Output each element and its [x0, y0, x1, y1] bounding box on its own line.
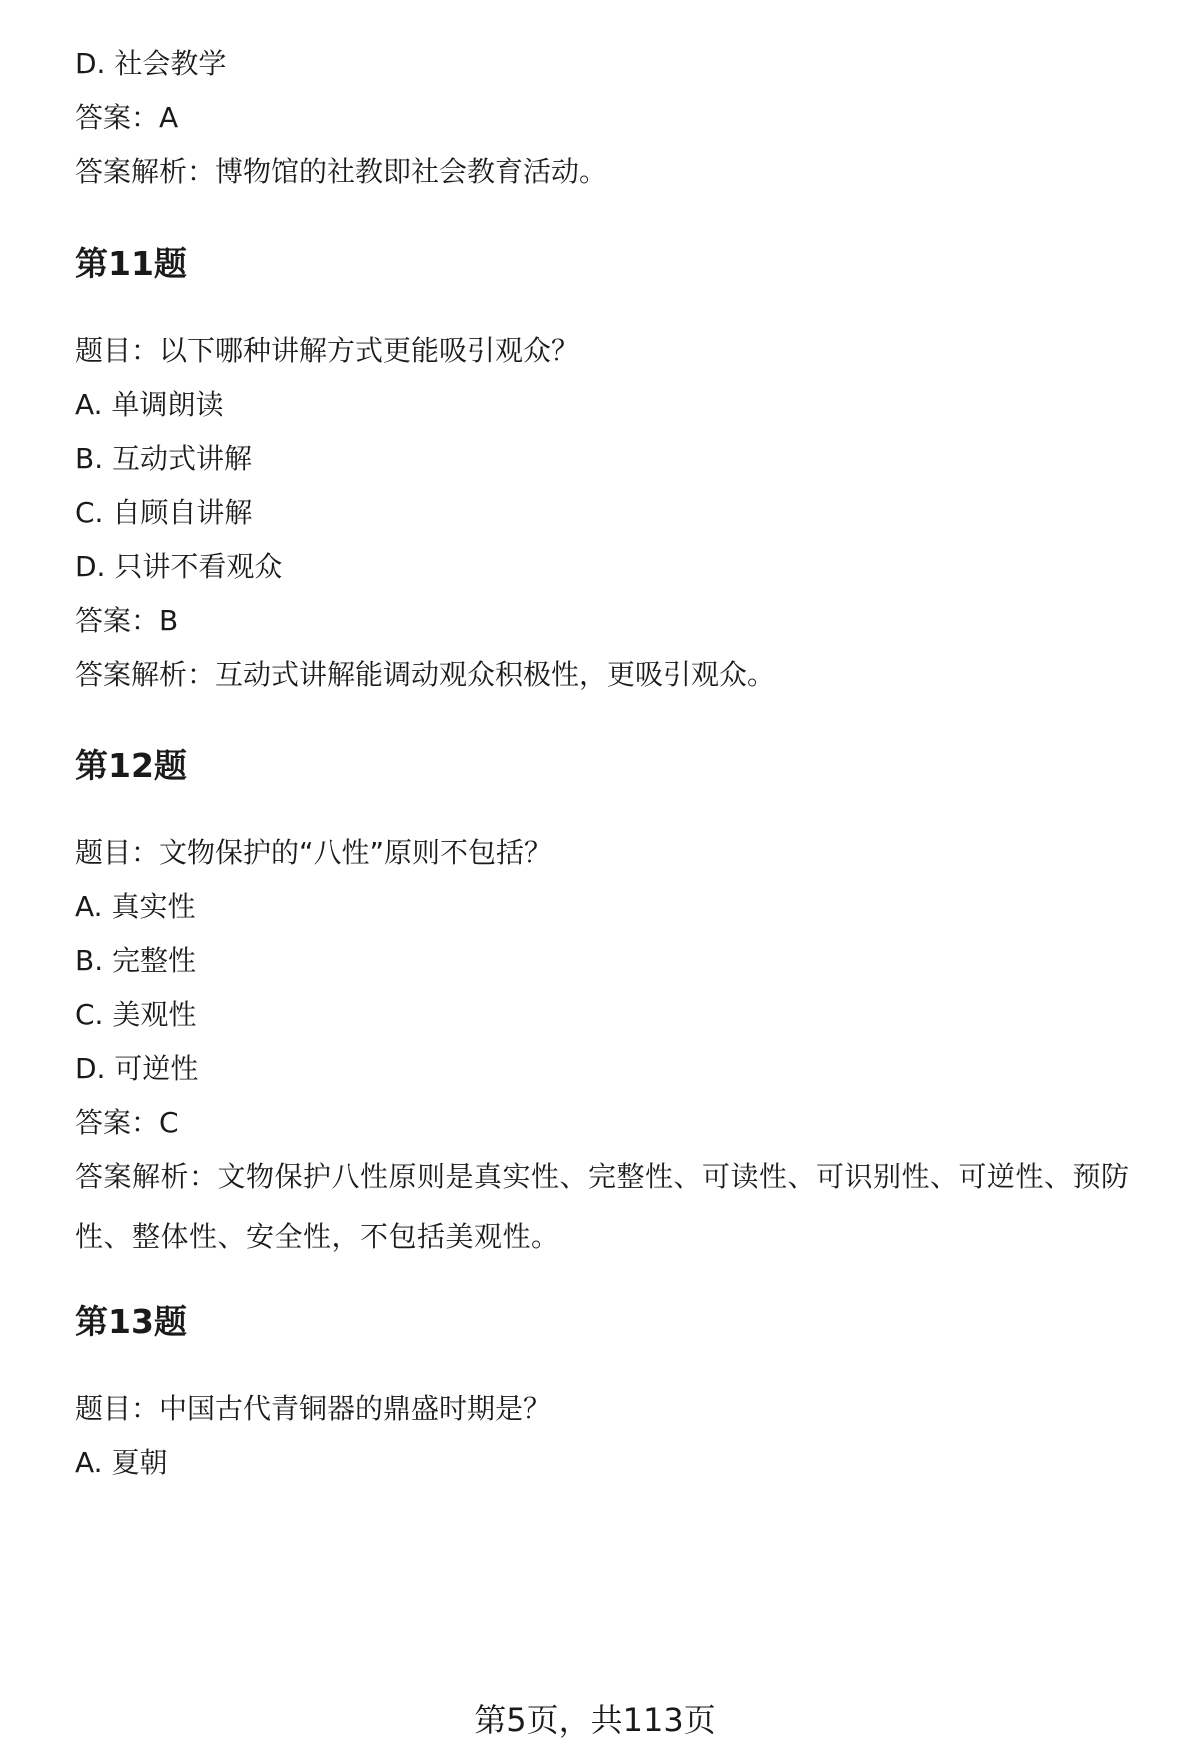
option-c: C. 美观性	[75, 998, 197, 1031]
question-heading-13: 第13题	[75, 1302, 187, 1341]
option-a: A. 单调朗读	[75, 388, 224, 421]
answer: 答案：C	[75, 1106, 179, 1139]
answer: 答案：A	[75, 101, 179, 134]
option-d: D. 可逆性	[75, 1052, 199, 1085]
option-b: B. 完整性	[75, 944, 197, 977]
question-text-12: 题目：文物保护的“八性”原则不包括？	[75, 836, 553, 869]
option-a: A. 夏朝	[75, 1446, 168, 1479]
answer-explanation: 答案解析：互动式讲解能调动观众积极性，更吸引观众。	[75, 658, 776, 691]
page-number-footer: 第5页，共113页	[474, 1701, 716, 1739]
question-text-11: 题目：以下哪种讲解方式更能吸引观众？	[75, 334, 580, 367]
option-b: B. 互动式讲解	[75, 442, 253, 475]
option-a: A. 真实性	[75, 890, 196, 923]
question-heading-11: 第11题	[75, 244, 187, 283]
answer-explanation: 答案解析：博物馆的社教即社会教育活动。	[75, 155, 608, 188]
option-c: C. 自顾自讲解	[75, 496, 253, 529]
option-d: D. 社会教学	[75, 47, 227, 80]
question-text-13: 题目：中国古代青铜器的鼎盛时期是？	[75, 1392, 552, 1425]
answer: 答案：B	[75, 604, 179, 637]
answer-explanation: 答案解析：文物保护八性原则是真实性、完整性、可读性、可识别性、可逆性、预防性、整体性、安全性，不包括美观性。	[75, 1160, 1130, 1253]
option-d: D. 只讲不看观众	[75, 550, 283, 583]
question-heading-12: 第12题	[75, 746, 187, 785]
